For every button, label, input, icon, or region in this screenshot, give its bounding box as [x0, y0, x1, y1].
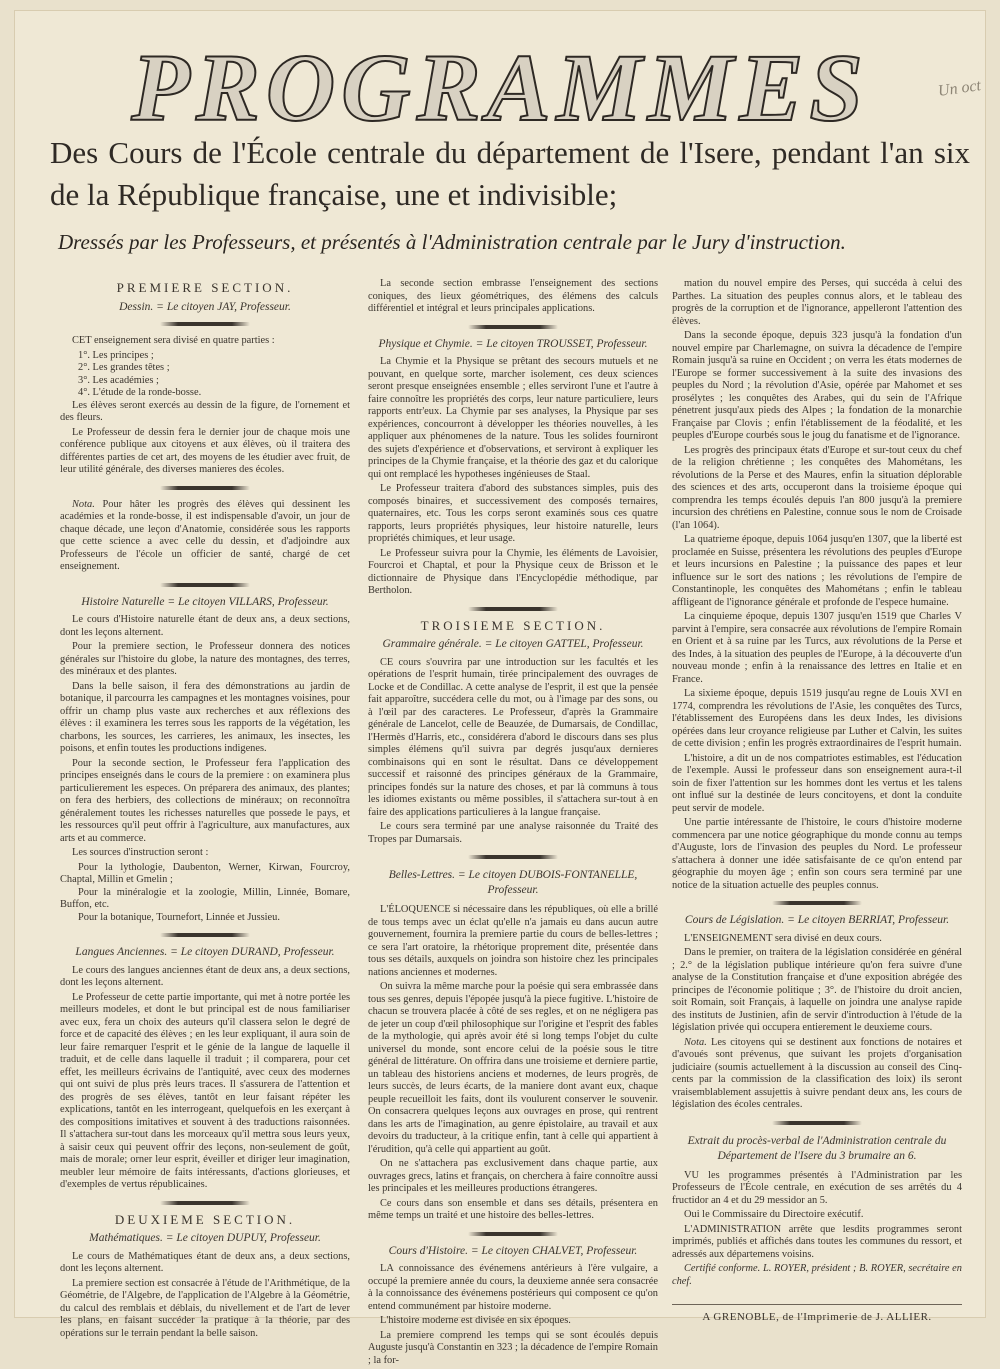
paragraph: L'ENSEIGNEMENT sera divisé en deux cours. [684, 932, 882, 944]
column-3 [672, 278, 962, 1324]
nota-text: Pour hâter les progrès des élèves qui dessinent les académies et la ronde-bosse, il est indispensable d'avoir, un jour de chaque décade, une leçon d'Anatomie, considérée sous les rapports que cette science a avec celle du dessin, et d'adjoindre aux Professeurs de l'école un officier de santé, chargé de cet enseignement. [60, 498, 350, 572]
nota-paragraph [60, 499, 350, 574]
paragraph: mation du nouvel empire des Perses, qui succéda à celui des Parthes. La situation des peuples connus alors, et le tableau des progrès de la corruption et de l'ignorance, appelleront l'attention des élèves. [672, 278, 962, 327]
course-heading-grammaire: Grammaire générale. = Le citoyen GATTEL, Professeur. [382, 638, 644, 650]
column-2 [368, 278, 658, 1369]
ornament-rule [160, 933, 250, 937]
section-heading-3: TROISIEME SECTION. [420, 617, 606, 633]
ornament-rule [468, 1232, 558, 1236]
ornament-rule [468, 855, 558, 859]
ornament-rule [160, 583, 250, 587]
list-item: Pour la minéralogie et la zoologie, Millin, Linnée, Bomare, Buffon, etc. [60, 886, 350, 910]
ornament-rule [468, 607, 558, 611]
sources-list [60, 862, 350, 925]
column-1 [60, 278, 350, 1342]
paragraph: La seconde section embrasse l'enseignement des sections coniques, des lieux géométriques, des élémens des calculs différentiel et intégral et leurs principales applications. [368, 278, 658, 314]
paragraph: Ce cours dans son ensemble et dans ses détails, présentera en même temps un traité et une histoire des belles-lettres. [368, 1197, 658, 1221]
paragraph: CE cours s'ouvrira par une introduction sur les facultés et les opérations de l'esprit humain, tirée principalement des ouvrages de Locke et de Condillac. A cette analyse de l'esprit, il est que la pensée fait apparoître, succédera celle du mot, ou à l'image par des sons, ou à l'œil par des caracteres. Le Professeur, d'après la Grammaire générale de Lancelot, celle de Beauzée, de Dumarsais, de Condillac, l'Hermès d'Harris, etc., considérera d'abord le discours dans ses plus simples élémens qu'il suivra par degrés jusqu'aux dernieres combinaisons qui en sont le résultat. Dans ce développement successif et raisonné des principes généraux de la Grammaire, principes fondés sur la nature des choses, et par là communs à tous les idiomes existants ou même possibles, il s'attachera sur-tout à en faire des applications particulieres à la langue française. [368, 656, 658, 818]
paragraph: La premiere comprend les temps qui se sont écoulés depuis Auguste jusqu'à Constantin en 323 ; la décadence de l'empire Romain ; la for- [368, 1329, 658, 1366]
paragraph: L'histoire moderne est divisée en six époques. [380, 1315, 571, 1326]
paragraph: L'ADMINISTRATION arrête que lesdits programmes seront imprimés, publiés et affichés dans toutes les communes du ressort, et adressés aux départemens voisins. [672, 1223, 962, 1260]
paragraph: Les sources d'instruction seront : [72, 847, 209, 858]
certification: Certifié conforme. L. ROYER, président ; B. ROYER, secrétaire en chef. [672, 1263, 962, 1287]
list-item: 3°. Les académies ; [78, 374, 159, 386]
handwritten-note: Un oct [936, 77, 983, 100]
paragraph: Le cours des langues anciennes étant de deux ans, a deux sections, dont les leçons alternent. [60, 964, 350, 988]
dresses-line: Dressés par les Professeurs, et présentés à l'Administration centrale par le Jury d'instruction. [58, 230, 846, 254]
course-heading-mathematiques: Mathématiques. = Le citoyen DUPUY, Professeur. [89, 1232, 321, 1244]
course-heading-belles-lettres: Belles-Lettres. = Le citoyen DUBOIS-FONTANELLE, Professeur. [388, 869, 638, 896]
paragraph: L'ÉLOQUENCE si nécessaire dans les républiques, où elle a brillé de tous temps avec un éclat qu'elle n'a jamais eu dans aucun autre gouvernement, fournira la premiere partie du cours de belles-lettres ; ce sera l'art oratoire, la rhétorique proprement dite, présentée dans tous ses détails, auxquels on joindra son histoire chez les principales nations anciennes et modernes. [368, 904, 658, 978]
paragraph: Les élèves seront exercés au dessin de la figure, de l'ornement et des fleurs. [60, 399, 350, 423]
ornament-rule [772, 901, 862, 905]
list-item: Pour la botanique, Tournefort, Linnée et Jussieu. [78, 911, 280, 923]
list-item: 1°. Les principes ; [78, 349, 154, 361]
paragraph: La cinquieme époque, depuis 1307 jusqu'en 1519 que Charles V parvint à l'empire, sera consacrée aux révolutions de l'empire Romain en Orient et à sa ruine par les Turcs, aux révolutions de la Perse et des Indes, à la situation des peuples de l'Europe, à la découverte d'un nouveau monde ; enfin à la renaissance des lettres en Italie et en France. [672, 611, 962, 685]
main-title: PROGRAMMES [131, 34, 869, 141]
list-item: 2°. Les grandes têtes ; [78, 362, 170, 373]
paragraph: Les progrès des principaux états d'Europe et sur-tout ceux du chef de la religion chrétienne ; les conquêtes des Mahométans, les révolutions de la Perse et des Maures, enfin la situation déplorable des sciences et des arts, occuperont dans la troisieme époque qui comprendra les temps écoulés depuis l'an 800 jusqu'à la premiere incursion des chrétiens en Palestine, connue sous le nom de Croisade (l'an 1064). [672, 444, 962, 531]
course-heading-histoire: Cours d'Histoire. = Le citoyen CHALVET, Professeur. [388, 1244, 638, 1257]
paragraph: Une partie intéressante de l'histoire, le cours d'histoire moderne commencera par une notice géographique du monde connu au temps d'Auguste, lors de l'invasion des peuples du Nord. Le professeur s'attachera à donner une idée satisfaisante de ce qu'on entend par géographie du moyen âge ; enfin son cours sera terminé par une notice de la situation actuelle des peuples connus. [672, 817, 962, 891]
extrait-heading: Extrait du procès-verbal de l'Administration centrale du Département de l'Isere du 3 brumaire an 6. [687, 1134, 947, 1162]
paragraph: Le cours de Mathématiques étant de deux ans, a deux sections, dont les leçons alternent. [60, 1250, 350, 1274]
section-heading-1: PREMIERE SECTION. [116, 280, 294, 295]
ornament-rule [160, 486, 250, 490]
paragraph: Le Professeur de dessin fera le dernier jour de chaque mois une conférence publique aux citoyens et aux élèves, où il traitera des différentes parties de cet art, des moyens de les étudier avec fruit, de leur utilité générale, des diverses manieres des écoles. [60, 426, 350, 475]
paragraph: La premiere section est consacrée à l'étude de l'Arithmétique, de la Géométrie, de l'Algebre, de l'application de l'Algebre à la Géométrie, du calcul des remblais et déblais, du nivellement et de l'art de lever les plans, en faisant succéder la pratique à la théorie, par des opérations sur le terrain pendant la belle saison. [60, 1277, 350, 1339]
paragraph: Le cours sera terminé par une analyse raisonnée du Traité des Tropes par Dumarsais. [368, 821, 658, 845]
section-heading-2: DEUXIEME SECTION. [114, 1211, 296, 1227]
paragraph: La Chymie et la Physique se prêtant des secours mutuels et ne pouvant, en quelque sorte, marcher isolement, ces deux sciences seront presque enseignées ensemble ; elles serviront l'une et l'autre à faire connoître les propriétés des corps, leur nature particuliere, leurs rapports entr'eux. La Chymie par ses analyses, la Physique par ses expériences, concourront à développer les théories nouvelles, à les appliquer aux phénomenes de la nature. Tous les solides fourniront des sujets d'expérience et d'observations, et serviront à expliquer les principes de la Chymie française, et la théorie des gaz et du calorique qui ont remplacé les hypotheses ingénieuses de Staal. [368, 356, 658, 480]
paragraph: Dans la belle saison, il fera des démonstrations au jardin de botanique, il parcourra les campagnes et les montagnes voisines, pour offrir un champ plus vaste aux recherches et aux réflexions des élèves : il examinera les terres sous les rapports de la végétation, les charbons, les sources, les carrieres, les animaux, les insectes, les poisons, et enfin toutes les productions indigenes. [60, 680, 350, 754]
ornament-rule [772, 1121, 862, 1125]
paragraph: Dans la seconde époque, depuis 323 jusqu'à la fondation d'un nouvel empire par Charlemagne, on suivra la décadence de l'empire Romain jusqu'à sa ruine en Occident ; on verra les états modernes de l'Europe se former successivement à la suite des invasions des peuples du Nord ; la révolution d'Asie, opérée par Mahomet et ses prosélytes ; les conquêtes des Arabes, qui du sein de l'Afrique pénetrent jusqu'aux pieds des Alpes ; la fondation de la monarchie Française par Clovis ; enfin l'établissement de la féodalité, et les peuples d'Europe courbés sous le joug du fanatisme et de l'ignorance. [672, 330, 962, 441]
paragraph: CET enseignement sera divisé en quatre parties : [72, 335, 275, 346]
course-heading-histoire-naturelle: Histoire Naturelle = Le citoyen VILLARS, Professeur. [81, 595, 329, 608]
nota-label: Nota. [72, 498, 95, 510]
paragraph: On suivra la même marche pour la poésie qui sera embrassée dans tous ses genres, depuis l'épopée jusqu'à la piece fugitive. L'histoire de chacun se trouvera placée à côté de ses regles, et on ne négligera pas de jeter un coup d'œil philosophique sur l'origine et l'esprit des fables de la mythologie, qui après avoir été si long temps l'objet du culte universel du monde, sont encore celui de la poésie sous le titre général de littérature. On offrira dans une troisieme et derniere partie, un tableau des historiens anciens et modernes, de leurs progrès, de leurs succès, de leurs écarts, de la maniere dont avant eux, chaque peuple recueilloit les faits, dont ils voulurent conserver le souvenir. On consacrera quelques leçons aux ouvrages en prose, qui rentrent dans les arts de l'imagination, au genre épistolaire, au travail et aux devoirs du traducteur, à la critique enfin, tant à celle qui appartient à l'érudition, qu'à celle qui appartient au goût. [368, 981, 658, 1155]
list-item: Pour la lythologie, Daubenton, Werner, Kirwan, Fourcroy, Chaptal, Millin et Gmelin ; [60, 861, 350, 885]
course-heading-legislation: Cours de Législation. = Le citoyen BERRIAT, Professeur. [684, 914, 950, 926]
paragraph: L'histoire, a dit un de nos compatriotes estimables, est l'éducation de l'exemple. Aussi le professeur dans son enseignement aura-t-il soin de fixer l'attention sur les hommes dont les vertus et les talens ont influé sur la destinée de leurs concitoyens, et dont la conduite peut servir de modele. [672, 752, 962, 814]
paragraph: Le Professeur de cette partie importante, qui met à notre portée les meilleurs modeles, et dont le but principal est de nous familiariser avec eux, fera un choix des auteurs qu'il classera selon le degré de force et de capacité des élèves ; en les leur expliquant, il aura soin de leur faire remarquer l'esprit et le génie de la langue de laquelle il traduit, et de celle dans laquelle il traduit ; il comparera, pour cet effet, les meilleurs écrivains de l'antiquité, avec ceux des modernes qui ont suivi de plus près leurs traces. Il s'assurera de l'attention et des progrès de ses élèves, tantôt en leur faisant répéter les explications, tantôt en les interrogeant, quelquefois en les exerçant à des compositions imitatives et souvent à des traductions raisonnées. Il s'attachera sur-tout dans les morceaux qu'il mettra sous leurs yeux, à saisir ceux qui peuvent offrir des leçons, non-seulement de goût, mais de morale; orner leur esprit, éveiller et diriger leur imagination, meubler leur mémoire de faits intéressants, d'actions glorieuses, et d'exemples de vertus républicaines. [60, 991, 350, 1190]
nota-paragraph [672, 1037, 962, 1112]
paragraph: Dans le premier, on traitera de la législation considérée en général ; 2.° de la législation publique intérieure qu'on fera suivre d'une analyse de la Constitution française et d'une exposition abrégée des principes de l'économie politique ; 3°. de l'histoire du droit ancien, soit Romain, soit Français, à laquelle on joindra une analyse rapide des instituts de Justinien, afin de servir d'introduction à l'étude de la législation privée qui occupera entierement le deuxieme cours. [672, 947, 962, 1033]
paragraph: Le Professeur suivra pour la Chymie, les éléments de Lavoisier, Fourcroi et Chaptal, et pour la Physique ceux de Brisson et le dictionnaire de Physique dans l'Encyclopédie méthodique, par Bertholon. [368, 547, 658, 596]
course-heading-physique: Physique et Chymie. = Le citoyen TROUSSET, Professeur. [378, 337, 648, 350]
ornament-rule [468, 325, 558, 329]
nota-label: Nota. [684, 1036, 707, 1048]
list-item: 4°. L'étude de la ronde-bosse. [78, 387, 202, 398]
paragraph: On ne s'attachera pas exclusivement dans chaque partie, aux ouvrages grecs, latins et français, on cherchera à faire connoître aussi les principales et les meilleures productions étrangeres. [368, 1158, 658, 1194]
paragraph: Pour la premiere section, le Professeur donnera des notices générales sur l'histoire du globe, la nature des montagnes, des terres, des minéraux et des plantes. [60, 641, 350, 677]
nota-text: Les citoyens qui se destinent aux fonctions de notaires et d'avoués sont prévenus, que suivant les projets d'organisation judiciaire (soumis actuellement à la discussion au conseil des Cinq-cents par la commission de la classification des loix) ils seront vraisemblablement assujettis à suivre pendant deux ans, les cours de législation des écoles centrales. [672, 1036, 962, 1110]
paragraph: VU les programmes présentés à l'Administration par les Professeurs de l'École centrale, en exécution de ses arrêtés du 4 fructidor an 4 et du 29 messidor an 5. [672, 1169, 962, 1206]
paragraph: Pour la seconde section, le Professeur fera l'application des principes enseignés dans le cours de la premiere : on examinera plus particulierement les especes. On préparera des animaux, des plantes; on fera des herbiers, des collections de minéraux; on reconnoîtra généralement toutes les richesses naturelles que possede le pays, et les ressources qu'il peut offrir à l'agriculture, aux manufactures, aux arts et au commerce. [60, 757, 350, 844]
paragraph: Le Professeur traitera d'abord des substances simples, puis des composés binaires, et successivement des composés ternaires, quaternaires, etc. Tous les corps seront examinés sous ces quatre rapports, leurs propriétés physiques, leur histoire naturelle, leurs propriétés chimiques, et leur usage. [368, 483, 658, 544]
paragraph: La sixieme époque, depuis 1519 jusqu'au regne de Louis XVI en 1774, comprendra les révolutions de l'Asie, les conquêtes des Turcs, l'établissement des Européens dans les deux Indes, les divisions opérées dans leur croyance religieuse par Luther et Calvin, les suites de cette division ; enfin les progrès extraordinaires de l'esprit humain. [672, 688, 962, 749]
ornament-rule [160, 322, 250, 326]
dessin-list [60, 350, 350, 400]
paragraph: Oui le Commissaire du Directoire exécutif. [684, 1209, 864, 1220]
imprint-line: A GRENOBLE, de l'Imprimerie de J. ALLIER. [672, 1304, 962, 1324]
subtitle: Des Cours de l'École centrale du département de l'Isere, pendant l'an six de la République française, une et indivisible; [50, 135, 970, 212]
course-heading-langues: Langues Anciennes. = Le citoyen DURAND, Professeur. [75, 946, 335, 958]
course-heading-dessin: Dessin. = Le citoyen JAY, Professeur. [119, 300, 291, 313]
paragraph: LA connoissance des événemens antérieurs à l'ère vulgaire, a occupé la premiere année du cours, la deuxieme année sera consacrée à la connoissance des événemens postérieurs qui composent ce qu'on entend communément par histoire moderne. [368, 1263, 658, 1312]
paragraph: Le cours d'Histoire naturelle étant de deux ans, a deux sections, dont les leçons alternent. [60, 614, 350, 638]
ornament-rule [160, 1201, 250, 1205]
paragraph: La quatrieme époque, depuis 1064 jusqu'en 1307, que la liberté est proclamée en Suisse, présentera les révolutions des peuples d'Europe et leurs incursions en Palestine ; la puissance des papes et leur influence sur le sort des nations ; les révolutions de l'empire de Constantinople, les conquêtes des Mahométans ; enfin le tableau affligeant de l'ignorance générale et profonde de l'espece humaine. [672, 534, 962, 608]
